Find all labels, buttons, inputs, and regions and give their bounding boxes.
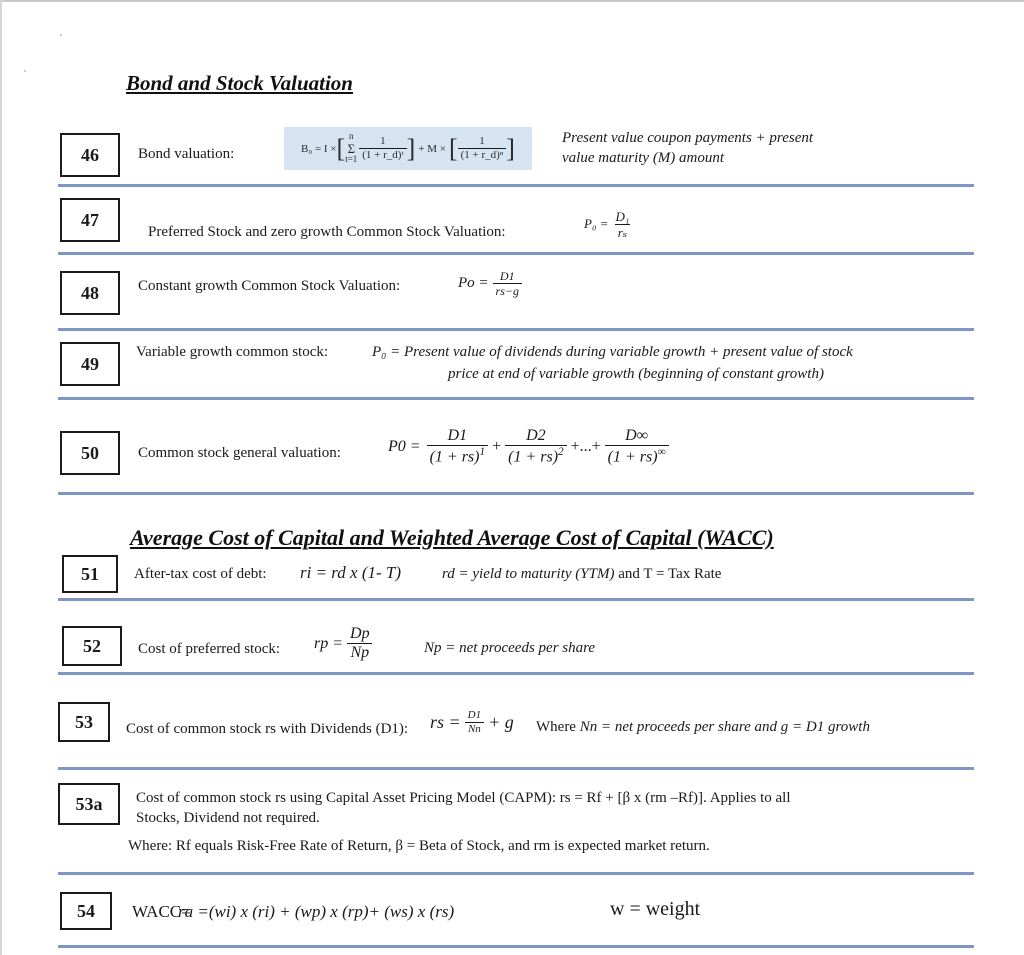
after-tax-debt-formula: ri = rd x (1- T) — [300, 563, 402, 582]
variable-growth-formula-line2: price at end of variable growth (beginning of constant growth) — [448, 366, 824, 382]
item-number-54: 54 — [60, 892, 112, 930]
common-cost-dividends-note: Where Nn = net proceeds per share and g = D1 growth — [536, 719, 870, 735]
divider-rule — [58, 328, 974, 331]
capm-where-line: Where: Rf equals Risk-Free Rate of Return, β = Beta of Stock, and rm is expected market return. — [128, 838, 710, 854]
bond-formula-mid: + M × — [418, 142, 446, 155]
bond-note-line1: Present value coupon payments + present — [562, 130, 814, 146]
preferred-cost-note: Np = net proceeds per share — [424, 640, 596, 656]
item-number-46: 46 — [60, 133, 120, 177]
bond-valuation-formula — [284, 127, 532, 170]
term2-fraction: $\frac{D2}{(1 + rs)^2}$ — [505, 428, 567, 466]
bond-formula-lhs: B₀ = I × — [301, 142, 337, 155]
divider-rule — [58, 184, 974, 187]
after-tax-debt-label: After-tax cost of debt: — [134, 566, 267, 582]
item-number-50: 50 — [60, 431, 120, 475]
item-number-49: 49 — [60, 342, 120, 386]
scan-speck — [24, 70, 26, 72]
bond-coupon-fraction: $\frac{1}{\text{(1 + r\_d)ᵗ}}$ — [359, 136, 406, 161]
item-number-51: 51 — [62, 555, 118, 593]
wacc-formula: ra =(wi) x (ri) + (wp) x (rp)+ (ws) x (rs) — [178, 902, 455, 921]
preferred-cost-label: Cost of preferred stock: — [138, 641, 281, 657]
divider-rule — [58, 598, 974, 601]
divider-rule — [58, 767, 974, 770]
section-heading-cost-of-capital: Average Cost of Capital and Weighted Average Cost of Capital (WACC) — [130, 525, 774, 550]
item-number-47: 47 — [60, 198, 120, 242]
divider-rule — [58, 672, 974, 675]
term3-fraction: $\frac{D\infty}{(1 + rs)^\infty}$ — [605, 428, 669, 466]
general-valuation-formula: P0 = $\frac{D1}{(1 + rs)^1}$ + $\frac{D2}{(1 + rs)^2}$ +...+ $\frac{D\infty}{(1 + rs)^\infty}$ — [388, 428, 669, 466]
general-valuation-label: Common stock general valuation: — [138, 445, 341, 461]
term1-fraction: $\frac{D1}{(1 + rs)^1}$ — [427, 428, 489, 466]
divider-rule — [58, 945, 974, 948]
variable-growth-formula-line1: P₀ = Present value of dividends during variable growth + present value of stock — [372, 344, 853, 360]
page-border-left — [0, 0, 2, 955]
item-number-48: 48 — [60, 271, 120, 315]
constant-growth-label: Constant growth Common Stock Valuation: — [138, 278, 401, 294]
preferred-cost-formula: rp = $\frac{Dp}{Np}$ — [314, 626, 373, 662]
capm-line2: Stocks, Dividend not required. — [136, 810, 320, 826]
divider-rule — [58, 872, 974, 875]
bond-valuation-label: Bond valuation: — [138, 146, 235, 162]
preferred-stock-formula: P₀ = $\frac{\text{D₁}}{\text{rₛ}}$ — [584, 209, 630, 240]
divider-rule — [58, 492, 974, 495]
capm-line1: Cost of common stock rs using Capital Asset Pricing Model (CAPM): rs = Rf + [β x (rm –Rf)]. Applies to all — [136, 790, 791, 806]
bracket-open: [ — [336, 133, 346, 163]
bracket-close: ] — [506, 133, 515, 163]
preferred-stock-label: Preferred Stock and zero growth Common Stock Valuation: — [148, 224, 506, 240]
scan-speck — [60, 34, 62, 36]
divider-rule — [58, 252, 974, 255]
bond-note-line2: value maturity (M) amount — [562, 150, 725, 166]
common-cost-dividends-label: Cost of common stock rs with Dividends (D1): — [126, 721, 409, 737]
item-number-53: 53 — [58, 702, 110, 742]
after-tax-debt-note: rd = yield to maturity (YTM) and T = Tax Rate — [442, 566, 722, 582]
divider-rule — [58, 397, 974, 400]
common-cost-dividends-formula: rs = $\frac{D1}{Nn}$ + g — [430, 709, 514, 735]
wacc-weight-note: w = weight — [610, 898, 701, 920]
bracket-close: ] — [406, 133, 416, 163]
item-number-52: 52 — [62, 626, 122, 666]
bracket-open: [ — [448, 133, 458, 163]
bond-maturity-fraction: $\frac{1}{\text{(1 + r\_d)ⁿ}}$ — [458, 136, 507, 161]
page-border-top — [0, 0, 1024, 2]
wacc-label: WACC= — [132, 902, 191, 921]
section-heading-bond-stock: Bond and Stock Valuation — [126, 71, 353, 95]
item-number-53a: 53a — [58, 783, 120, 825]
sum-symbol: n Σ t=1 — [345, 131, 358, 165]
constant-growth-formula: Po = $\frac{D1}{rs-g}$ — [458, 270, 522, 297]
variable-growth-label: Variable growth common stock: — [136, 344, 329, 360]
